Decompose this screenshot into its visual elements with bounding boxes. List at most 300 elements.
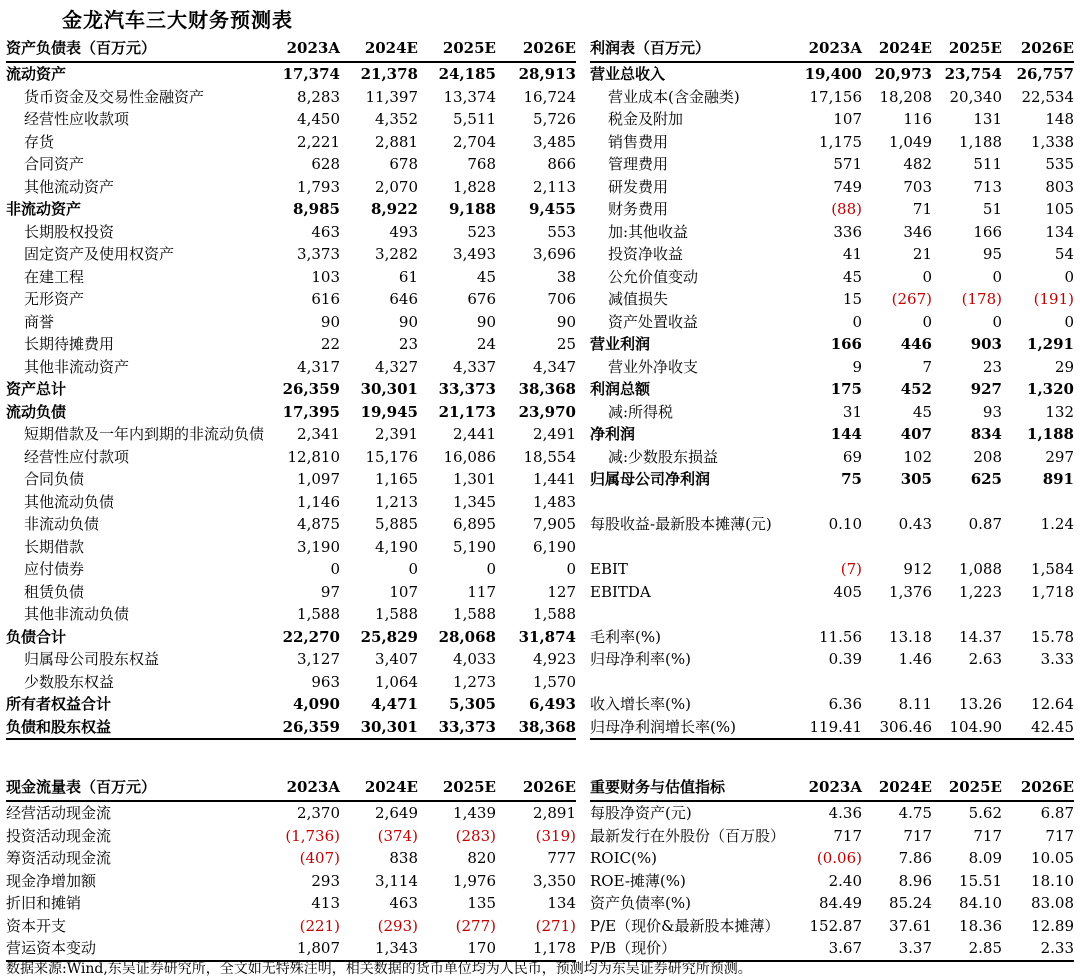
cell-value: 0.87 <box>968 515 1002 533</box>
cell-value: 452 <box>900 380 932 398</box>
table-row <box>6 198 576 221</box>
row-label: 营业外净收支 <box>608 357 699 376</box>
cell-value: 2,391 <box>375 425 418 443</box>
cell-value: 5.62 <box>968 804 1002 822</box>
cell-value: 3,696 <box>533 245 576 263</box>
row-label: 非流动负债 <box>24 515 100 533</box>
page-title: 金龙汽车三大财务预测表 <box>62 8 293 32</box>
cell-value: 90 <box>476 312 496 331</box>
row-label: 公允价值变动 <box>608 267 699 286</box>
table-row <box>590 108 1074 131</box>
cell-value: 23 <box>982 357 1002 376</box>
cell-value: 717 <box>973 826 1002 845</box>
cell-value: 134 <box>1045 222 1074 241</box>
cell-value: 2,881 <box>375 132 418 151</box>
row-label: 加:其他收益 <box>608 222 689 241</box>
cell-value <box>792 671 862 694</box>
cell-value: 45 <box>912 402 932 421</box>
cell-value: 4,450 <box>297 110 340 128</box>
table-row <box>590 693 1074 716</box>
cell-value: 4,090 <box>293 695 340 713</box>
cell-value: 297 <box>1045 447 1074 466</box>
table-row <box>6 915 576 938</box>
cell-value: 891 <box>1042 470 1074 488</box>
row-label: 经营活动现金流 <box>6 804 112 822</box>
footnote: 数据来源:Wind,东吴证券研究所，全文如无特殊注明，相关数据的货币单位均为人民币，预测均为东吴证券研究所预测。 <box>6 961 752 977</box>
table-row <box>6 558 576 581</box>
cell-value: 0 <box>992 312 1002 331</box>
row-label: 存货 <box>24 132 55 151</box>
row-label: 应付债券 <box>24 560 85 578</box>
balance-sheet-table <box>6 36 576 740</box>
table-row <box>6 378 576 401</box>
cell-value: 2.33 <box>1002 937 1074 961</box>
cell-value: 117 <box>467 582 496 601</box>
row-label: 利润总额 <box>590 380 651 398</box>
row-label: ROE-摊薄(%) <box>590 871 686 890</box>
cell-value <box>932 603 1002 626</box>
table-row <box>590 513 1074 536</box>
table-header-row <box>6 36 576 62</box>
row-label: 投资活动现金流 <box>6 826 112 845</box>
cell-value <box>1002 671 1074 694</box>
cell-value: 3,190 <box>297 537 340 556</box>
cell-value: 13,374 <box>443 87 496 106</box>
cell-value <box>1002 491 1074 514</box>
cell-value: 93 <box>982 402 1002 421</box>
cell-value: 15 <box>842 290 862 308</box>
table-row <box>590 153 1074 176</box>
cell-value: 84.49 <box>819 894 862 912</box>
table-row <box>6 401 576 424</box>
column-header: 2023A <box>792 36 862 62</box>
row-label: EBITDA <box>590 582 651 601</box>
column-header: 2026E <box>1002 36 1074 62</box>
cell-value <box>792 491 862 514</box>
table-row <box>590 288 1074 311</box>
key-ratios-table <box>590 775 1074 962</box>
cell-value: 107 <box>833 110 862 128</box>
cell-value: 132 <box>1045 402 1074 421</box>
cell-value: 1,188 <box>1027 425 1074 443</box>
cell-value: 2,113 <box>533 177 576 196</box>
cell-value: 83.08 <box>1031 894 1074 912</box>
table-row <box>6 468 576 491</box>
cell-value: 803 <box>1045 177 1074 196</box>
cell-value: 7.86 <box>898 849 932 867</box>
cell-value: 0.43 <box>898 515 932 533</box>
cell-value: 45 <box>842 267 862 286</box>
row-label: 每股净资产(元) <box>590 804 692 822</box>
cell-value: 5,190 <box>453 537 496 556</box>
table-row <box>6 288 576 311</box>
table-row <box>6 221 576 244</box>
table-title: 重要财务与估值指标 <box>590 775 792 801</box>
cell-value: (283) <box>455 826 496 845</box>
cell-value: 16,086 <box>443 447 496 466</box>
row-label: 其他非流动负债 <box>24 605 130 623</box>
row-label: 其他流动负债 <box>24 492 115 511</box>
cell-value: 1,976 <box>453 871 496 890</box>
cell-value: 102 <box>903 447 932 466</box>
table-row <box>6 131 576 154</box>
cell-value: 18.36 <box>959 916 1002 935</box>
cell-value: 963 <box>311 672 340 691</box>
cell-value: 54 <box>1054 245 1074 263</box>
table-row <box>6 648 576 671</box>
cell-value: 3,485 <box>533 132 576 151</box>
cell-value <box>932 491 1002 514</box>
cell-value: 4,337 <box>453 357 496 376</box>
cell-value: 42.45 <box>1002 716 1074 740</box>
cell-value: 45 <box>476 267 496 286</box>
cell-value: 85.24 <box>889 894 932 912</box>
cell-value: 4,033 <box>453 650 496 668</box>
cell-value: 293 <box>311 871 340 890</box>
cell-value: 553 <box>547 222 576 241</box>
cell-value: (407) <box>299 849 340 867</box>
row-label: 商誉 <box>24 312 55 331</box>
row-label: 非流动资产 <box>6 200 82 218</box>
column-header: 2026E <box>496 36 576 62</box>
cell-value: (319) <box>535 826 576 845</box>
table-row <box>6 671 576 694</box>
column-header: 2025E <box>418 775 496 801</box>
cell-value: 26,757 <box>1016 65 1074 83</box>
table-row <box>590 221 1074 244</box>
cell-value: 11,397 <box>365 87 418 106</box>
cell-value: 6,895 <box>453 515 496 533</box>
table-row <box>590 801 1074 825</box>
table-row <box>6 176 576 199</box>
cell-value: 336 <box>833 222 862 241</box>
row-label: 归母净利润增长率(%) <box>590 716 792 740</box>
row-label: 租赁负债 <box>24 582 85 601</box>
cell-value: 834 <box>970 425 1002 443</box>
cell-value: 3,373 <box>297 245 340 263</box>
row-label: ROIC(%) <box>590 849 657 867</box>
cell-value: 144 <box>830 425 862 443</box>
cell-value: 19,400 <box>804 65 862 83</box>
cell-value <box>1002 603 1074 626</box>
table-row <box>6 356 576 379</box>
table-title: 资产负债表（百万元） <box>6 36 262 62</box>
table-row <box>590 176 1074 199</box>
row-label: 长期借款 <box>24 537 85 556</box>
cell-value: 2,704 <box>453 132 496 151</box>
cell-value: 625 <box>970 470 1002 488</box>
cell-value: 41 <box>842 245 862 263</box>
row-label: 少数股东权益 <box>24 672 115 691</box>
cell-value: 1,584 <box>1031 560 1074 578</box>
row-label: 在建工程 <box>24 267 85 286</box>
row-label: 资产负债率(%) <box>590 894 691 912</box>
cell-value: 127 <box>547 582 576 601</box>
row-label: 收入增长率(%) <box>590 695 691 713</box>
row-label: 财务费用 <box>608 200 669 218</box>
cell-value: 407 <box>900 425 932 443</box>
cell-value: 9,188 <box>449 200 496 218</box>
cell-value: 1,828 <box>453 177 496 196</box>
table-row <box>590 356 1074 379</box>
cell-value: (88) <box>831 200 862 218</box>
row-label: 流动资产 <box>6 65 67 83</box>
cell-value: (374) <box>377 826 418 845</box>
cell-value: 29 <box>1054 357 1074 376</box>
row-label <box>590 536 792 559</box>
income-statement-table <box>590 36 1074 740</box>
cell-value: 413 <box>311 894 340 912</box>
table-row <box>590 468 1074 491</box>
row-label: 最新发行在外股份（百万股） <box>590 826 786 845</box>
table-row <box>6 243 576 266</box>
table-row <box>6 153 576 176</box>
cell-value: 10.05 <box>1031 849 1074 867</box>
table-row <box>6 108 576 131</box>
cell-value: 90 <box>556 312 576 331</box>
cell-value: 3.67 <box>792 937 862 961</box>
cell-value: 1,570 <box>533 672 576 691</box>
row-label: 销售费用 <box>608 132 669 151</box>
cell-value: 23,754 <box>944 65 1002 83</box>
cell-value: 166 <box>973 222 1002 241</box>
cell-value: 405 <box>833 582 862 601</box>
cell-value: 69 <box>842 447 862 466</box>
table-row <box>590 603 1074 626</box>
cell-value: 535 <box>1045 155 1074 173</box>
cell-value: 25,829 <box>360 627 418 646</box>
table-row <box>590 870 1074 893</box>
cell-value: 7 <box>922 357 932 376</box>
cell-value: 1.24 <box>1040 515 1074 533</box>
table-row <box>590 311 1074 334</box>
cell-value: 23 <box>398 335 418 353</box>
cell-value: (7) <box>840 560 862 578</box>
cell-value: 1,097 <box>297 470 340 488</box>
cell-value: 135 <box>467 894 496 912</box>
cell-value: 628 <box>311 155 340 173</box>
table-row <box>6 581 576 604</box>
cell-value: 0.39 <box>828 650 862 668</box>
cell-value: 104.90 <box>932 716 1002 740</box>
cell-value: 1,320 <box>1027 380 1074 398</box>
cell-value: 22 <box>320 335 340 353</box>
row-label: 合同负债 <box>24 470 85 488</box>
column-header: 2026E <box>496 775 576 801</box>
table-row <box>6 446 576 469</box>
cell-value: 1,175 <box>819 132 862 151</box>
row-label: 减值损失 <box>608 290 669 308</box>
column-header: 2025E <box>418 36 496 62</box>
cell-value: 6,190 <box>533 537 576 556</box>
cell-value: 1,291 <box>1027 335 1074 353</box>
cell-value <box>862 491 932 514</box>
cell-value: 1,588 <box>375 605 418 623</box>
cell-value: 90 <box>398 312 418 331</box>
cell-value: 706 <box>547 290 576 308</box>
cell-value: 12.89 <box>1031 916 1074 935</box>
cell-value: 5,305 <box>449 695 496 713</box>
cell-value: (271) <box>535 916 576 935</box>
cell-value: (191) <box>1033 290 1074 308</box>
cell-value: 3.33 <box>1040 650 1074 668</box>
cell-value <box>862 671 932 694</box>
cell-value: 646 <box>389 290 418 308</box>
cell-value: 0 <box>408 560 418 578</box>
cell-value: 4,875 <box>297 515 340 533</box>
cell-value: 8.09 <box>968 849 1002 867</box>
cell-value: 305 <box>900 470 932 488</box>
cell-value: 571 <box>833 155 862 173</box>
cell-value: 1,343 <box>340 937 418 961</box>
cash-flow-table <box>6 775 576 962</box>
row-label: 每股收益-最新股本摊薄(元) <box>590 515 772 533</box>
table-row <box>590 671 1074 694</box>
column-header: 2023A <box>792 775 862 801</box>
cell-value: 37.61 <box>889 916 932 935</box>
cell-value: 0 <box>922 312 932 331</box>
cell-value <box>1002 536 1074 559</box>
table-row <box>6 626 576 649</box>
table-row <box>6 801 576 825</box>
table-row <box>6 311 576 334</box>
table-row <box>590 423 1074 446</box>
column-header: 2025E <box>932 36 1002 62</box>
table-row <box>6 491 576 514</box>
cell-value: 134 <box>547 894 576 912</box>
table-row <box>590 243 1074 266</box>
cell-value: 20,973 <box>874 65 932 83</box>
cell-value: 927 <box>970 380 1002 398</box>
table-row <box>6 937 576 961</box>
cell-value: 30,301 <box>340 716 418 740</box>
cell-value: 1,338 <box>1031 132 1074 151</box>
cell-value: 0 <box>1064 312 1074 331</box>
table-row <box>590 648 1074 671</box>
cell-value: 2.63 <box>968 650 1002 668</box>
column-header: 2024E <box>862 36 932 62</box>
cell-value: 15.51 <box>959 871 1002 890</box>
table-row <box>6 603 576 626</box>
row-label: EBIT <box>590 560 628 578</box>
cell-value: 2.40 <box>828 871 862 890</box>
row-label: 长期股权投资 <box>24 222 115 241</box>
cell-value: 2,221 <box>297 132 340 151</box>
cell-value: 31 <box>842 402 862 421</box>
cell-value: 777 <box>547 849 576 867</box>
cell-value: 4,347 <box>533 357 576 376</box>
cell-value: 14.37 <box>959 627 1002 646</box>
cell-value: 717 <box>1045 826 1074 845</box>
table-title: 利润表（百万元） <box>590 36 792 62</box>
cell-value: 19,945 <box>360 402 418 421</box>
cell-value: 306.46 <box>862 716 932 740</box>
cell-value: 3,350 <box>533 871 576 890</box>
row-label: 短期借款及一年内到期的非流动负债 <box>24 425 265 443</box>
cell-value: 9 <box>852 357 862 376</box>
cell-value: 119.41 <box>792 716 862 740</box>
cell-value: (178) <box>961 290 1002 308</box>
cell-value: 208 <box>973 447 1002 466</box>
cell-value: 0 <box>486 560 496 578</box>
row-label: 投资净收益 <box>608 245 684 263</box>
table-row <box>6 333 576 356</box>
cell-value <box>792 603 862 626</box>
cell-value: 28,913 <box>518 65 576 83</box>
cell-value: (221) <box>299 916 340 935</box>
cell-value: 5,885 <box>375 515 418 533</box>
cell-value: 616 <box>311 290 340 308</box>
cell-value: 116 <box>903 110 932 128</box>
cell-value: 1,588 <box>297 605 340 623</box>
cell-value: (0.06) <box>816 849 862 867</box>
cell-value: 95 <box>982 245 1002 263</box>
cell-value: 749 <box>833 177 862 196</box>
table-row <box>6 423 576 446</box>
cell-value: 463 <box>389 894 418 912</box>
cell-value: 1,088 <box>959 560 1002 578</box>
table-row <box>590 536 1074 559</box>
cell-value: 4,352 <box>375 110 418 128</box>
row-label: 经营性应收款项 <box>24 110 130 128</box>
cell-value: 1,807 <box>262 937 340 961</box>
cell-value: 103 <box>311 267 340 286</box>
cell-value: 20,340 <box>949 87 1002 106</box>
column-header: 2024E <box>862 775 932 801</box>
row-label: 负债合计 <box>6 627 67 646</box>
cell-value: 25 <box>556 335 576 353</box>
table-row <box>590 333 1074 356</box>
row-label: 归属母公司股东权益 <box>24 650 160 668</box>
cell-value: 9,455 <box>529 200 576 218</box>
cell-value: 33,373 <box>418 716 496 740</box>
cell-value: 8.96 <box>898 871 932 890</box>
row-label: 管理费用 <box>608 155 669 173</box>
row-label: 其他非流动资产 <box>24 357 130 376</box>
cell-value: 1,588 <box>533 605 576 623</box>
cell-value: 18,208 <box>879 87 932 106</box>
cell-value: 1,223 <box>959 582 1002 601</box>
cell-value: 8,922 <box>371 200 418 218</box>
cell-value: 33,373 <box>438 380 496 398</box>
cell-value: (267) <box>891 290 932 308</box>
cell-value: 170 <box>418 937 496 961</box>
column-header: 2023A <box>262 36 340 62</box>
cell-value: 1,718 <box>1031 582 1074 601</box>
cell-value: 26,359 <box>282 380 340 398</box>
table-row <box>590 131 1074 154</box>
cell-value: 30,301 <box>360 380 418 398</box>
cell-value: 493 <box>389 222 418 241</box>
cell-value: 346 <box>903 222 932 241</box>
cell-value: 97 <box>320 582 340 601</box>
cell-value: 2,441 <box>453 425 496 443</box>
row-label: 固定资产及使用权资产 <box>24 245 175 263</box>
cell-value: 912 <box>903 560 932 578</box>
cell-value: 866 <box>547 155 576 173</box>
cell-value: 1,439 <box>453 804 496 822</box>
row-label: 营业总收入 <box>590 65 666 83</box>
row-label: 研发费用 <box>608 177 669 196</box>
cell-value: 3.37 <box>862 937 932 961</box>
cell-value: 3,114 <box>375 871 418 890</box>
cell-value: 1,376 <box>889 582 932 601</box>
cell-value: 0 <box>992 267 1002 286</box>
table-header-row <box>590 775 1074 801</box>
cell-value: 1,213 <box>375 492 418 511</box>
cell-value <box>792 536 862 559</box>
cell-value: 0.10 <box>828 515 862 533</box>
